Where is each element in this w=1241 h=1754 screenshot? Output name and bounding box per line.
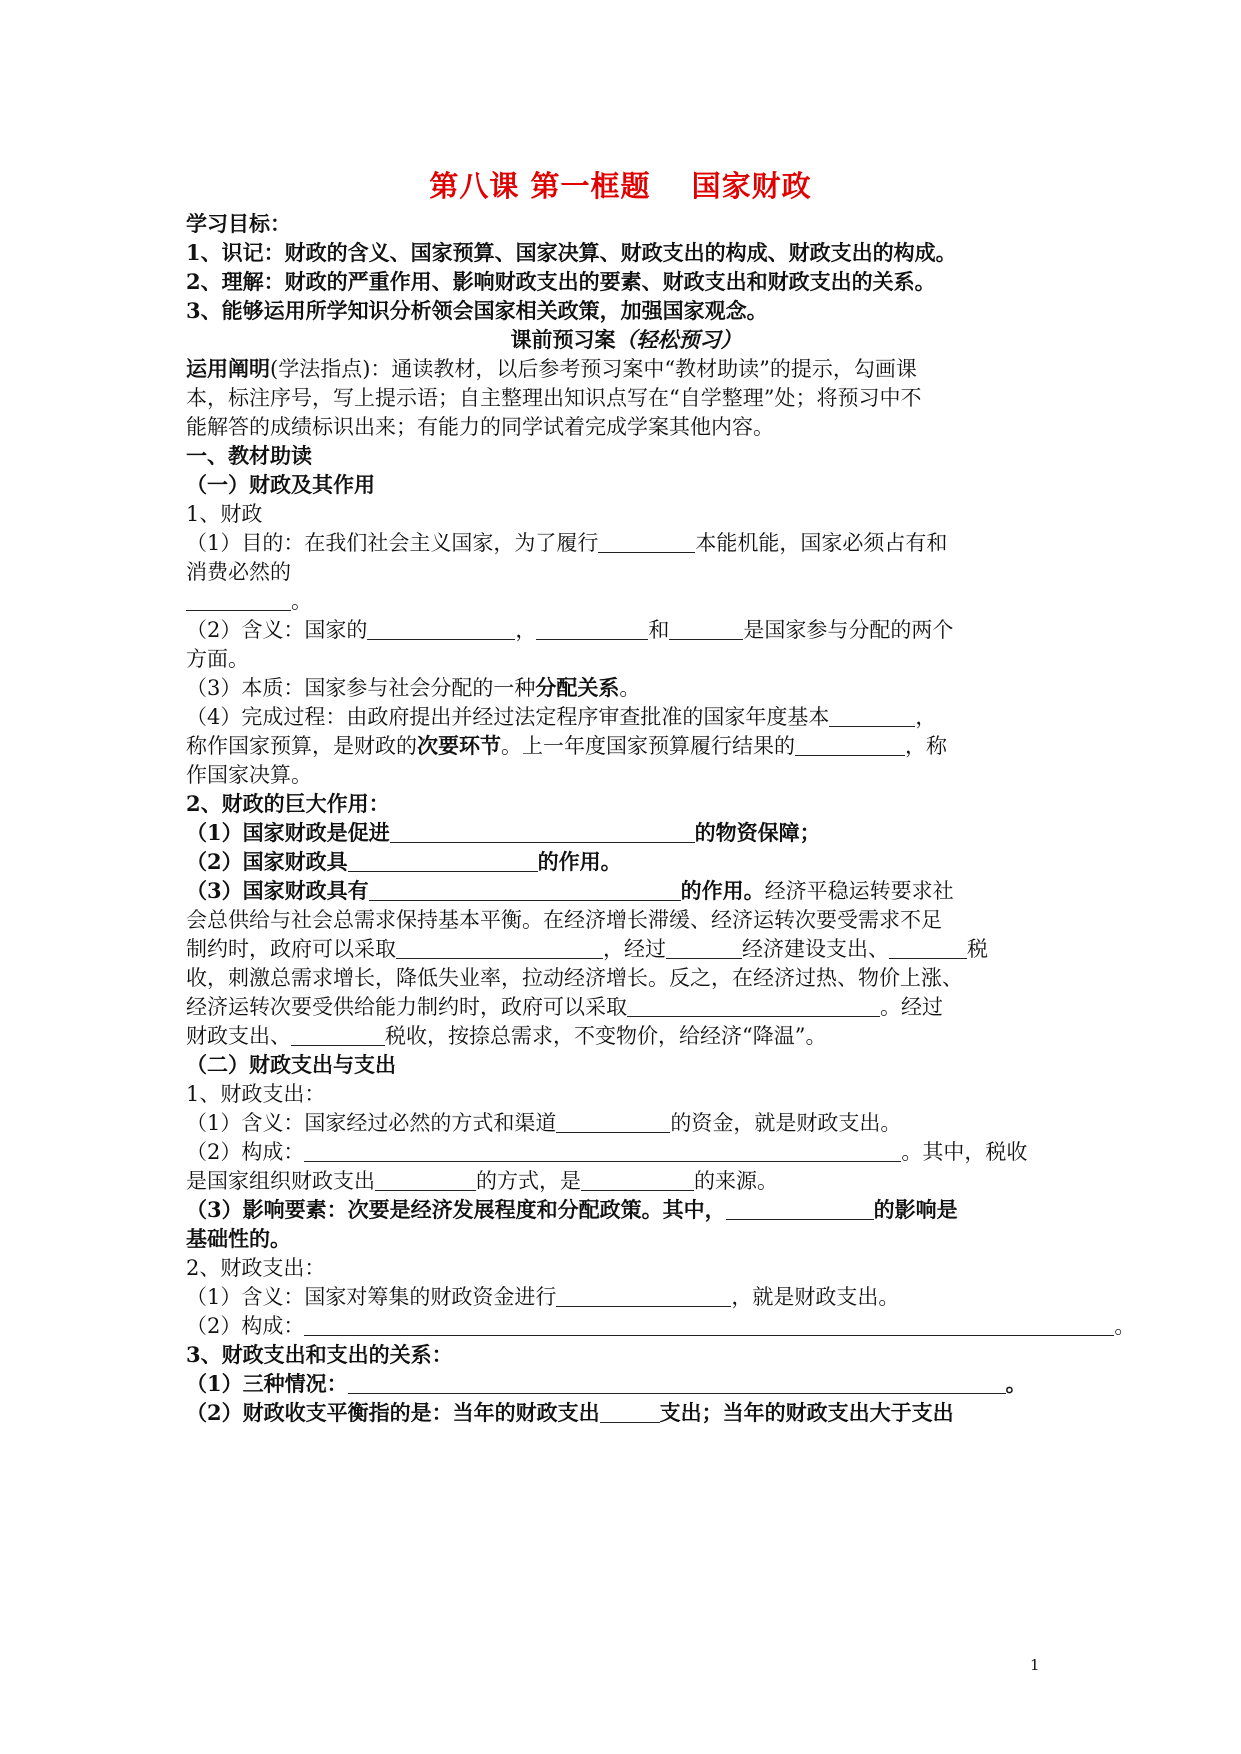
blank-input[interactable] — [598, 532, 695, 553]
heading-revenue-expenditure: （二）财政支出与支出 — [186, 1052, 396, 1077]
blank-input[interactable] — [600, 1402, 660, 1423]
role-3-cont-2: 制约时，政府可以采取 ，经过 经济建设支出、 税 — [186, 937, 988, 961]
blank-input[interactable] — [726, 1199, 874, 1220]
blank-input[interactable] — [627, 996, 880, 1017]
blank-input[interactable] — [556, 1286, 731, 1307]
blank-input[interactable] — [186, 590, 291, 611]
blank-input[interactable] — [390, 822, 695, 843]
item-revenue-meaning: （1）含义：国家经过必然的方式和渠道 的资金，就是财政支出。 — [186, 1111, 902, 1135]
role-2: （2）国家财政具 的作用。 — [186, 849, 622, 874]
relation-1: （1）三种情况： 。 — [186, 1371, 1027, 1396]
instruction-line-3: 能解答的成绩标识出来；有能力的同学试着完成学案其他内容。 — [186, 415, 774, 439]
blank-input[interactable] — [291, 1025, 385, 1046]
item-essence: （3）本质：国家参与社会分配的一种分配关系。 — [186, 675, 641, 700]
item-process: （4）完成过程：由政府提出并经过法定程序审查批准的国家年度基本 ， — [186, 705, 937, 729]
role-3-cont-5: 财政支出、 税收，按捺总需求，不变物价，给经济“降温”。 — [186, 1024, 827, 1048]
item-expenditure: 2、财政支出： — [186, 1256, 326, 1280]
relation-2: （2）财政收支平衡指的是：当年的财政支出 支出；当年的财政支出大于支出 — [186, 1400, 954, 1425]
item-purpose-end: 。 — [186, 589, 312, 613]
blank-input[interactable] — [375, 1170, 476, 1191]
heading-relation: 3、财政支出和支出的关系： — [186, 1342, 453, 1367]
item-revenue-factors: （3）影响要素：次要是经济发展程度和分配政策。其中， 的影响是 — [186, 1197, 958, 1222]
blank-input[interactable] — [795, 735, 905, 756]
heading-textbook: 一、教材助读 — [186, 443, 312, 468]
item-process-cont: 称作国家预算，是财政的次要环节。上一年度国家预算履行结果的 ，称 — [186, 733, 947, 758]
instruction-line-1: 运用阐明(学法指点)：通读教材，以后参考预习案中“教材助读”的提示，勾画课 — [186, 356, 917, 381]
blank-input[interactable] — [304, 1315, 1114, 1336]
title-topic: 国家财政 — [691, 169, 812, 203]
item-expenditure-composition: （2）构成： 。 — [186, 1314, 1136, 1338]
blank-input[interactable] — [829, 706, 915, 727]
role-3-cont-3: 收，刺激总需求增长，降低失业率，拉动经济增长。反之，在经济过热、物价上涨、 — [186, 966, 963, 990]
item-finance: 1、财政 — [186, 502, 263, 526]
role-1: （1）国家财政是促进 的物资保障； — [186, 820, 821, 845]
objective-2: 2、理解：财政的严重作用、影响财政支出的要素、财政支出和财政支出的关系。 — [186, 269, 936, 294]
item-meaning: （2）含义：国家的 ， 和 是国家参与分配的两个 — [186, 618, 954, 642]
item-purpose-cont: 消费必然的 — [186, 560, 291, 584]
objective-3: 3、能够运用所学知识分析领会国家相关政策，加强国家观念。 — [186, 298, 768, 323]
item-meaning-cont: 方面。 — [186, 647, 249, 671]
blank-input[interactable] — [396, 938, 603, 959]
blank-input[interactable] — [369, 880, 681, 901]
item-purpose: （1）目的：在我们社会主义国家，为了履行 本能机能，国家必须占有和 — [186, 531, 948, 555]
role-3-cont-1: 会总供给与社会总需求保持基本平衡。在经济增长滞缓、经济运转次要受需求不足 — [186, 908, 942, 932]
heading-objectives: 学习目标： — [186, 211, 291, 236]
blank-input[interactable] — [348, 1373, 1006, 1394]
blank-input[interactable] — [666, 938, 742, 959]
item-process-end: 作国家决算。 — [186, 763, 312, 787]
blank-input[interactable] — [304, 1141, 901, 1162]
title-section: 第一框题 — [530, 169, 651, 203]
objective-1: 1、识记：财政的含义、国家预算、国家决算、财政支出的构成、财政支出的构成。 — [186, 240, 957, 265]
blank-input[interactable] — [889, 938, 967, 959]
blank-input[interactable] — [348, 851, 538, 872]
role-3-cont-4: 经济运转次要受供给能力制约时，政府可以采取 。经过 — [186, 995, 943, 1019]
page-number: 1 — [1030, 1656, 1040, 1674]
item-revenue: 1、财政支出： — [186, 1082, 326, 1106]
item-revenue-composition: （2）构成： 。其中，税收 — [186, 1140, 1028, 1164]
blank-input[interactable] — [669, 619, 743, 640]
item-revenue-factors-cont: 基础性的。 — [186, 1226, 291, 1251]
item-revenue-composition-cont: 是国家组织财政支出 的方式，是 的来源。 — [186, 1169, 778, 1193]
title-lesson: 第八课 — [429, 169, 520, 203]
blank-input[interactable] — [367, 619, 515, 640]
page-title — [0, 164, 1241, 205]
heading-finance-role: （一）财政及其作用 — [186, 472, 375, 497]
item-expenditure-meaning: （1）含义：国家对筹集的财政资金进行 ，就是财政支出。 — [186, 1285, 900, 1309]
blank-input[interactable] — [581, 1170, 694, 1191]
instruction-line-2: 本，标注序号，写上提示语；自主整理出知识点写在“自学整理”处；将预习中不 — [186, 386, 922, 410]
heading-finance-roles: 2、财政的巨大作用： — [186, 791, 390, 816]
blank-input[interactable] — [536, 619, 648, 640]
heading-preview: 课前预习案（轻松预习） — [510, 327, 742, 352]
blank-input[interactable] — [556, 1112, 670, 1133]
role-3: （3）国家财政具有 的作用。经济平稳运转要求社 — [186, 878, 954, 903]
